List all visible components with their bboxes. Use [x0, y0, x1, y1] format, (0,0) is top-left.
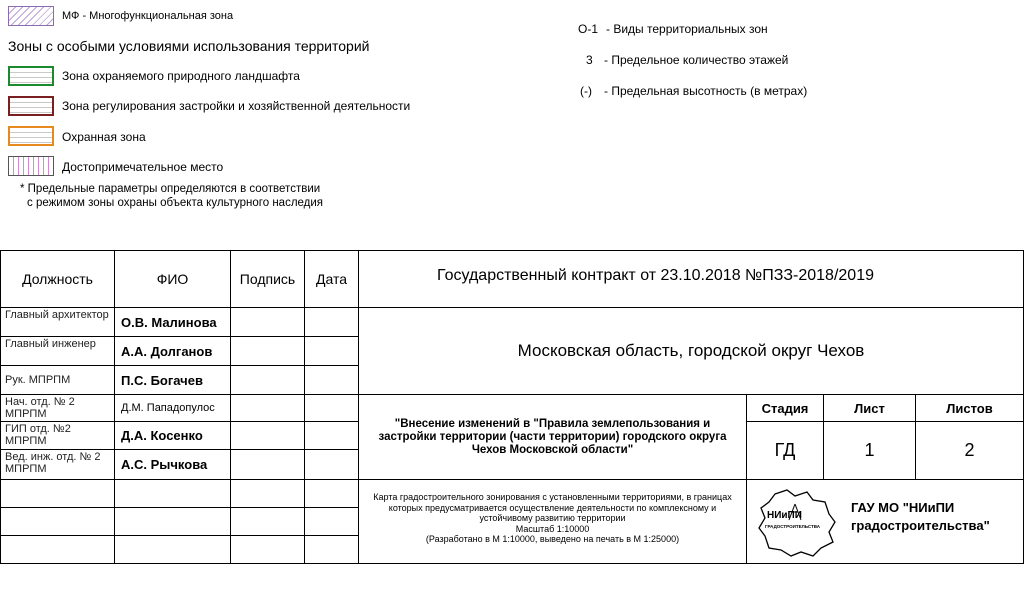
mf-label: МФ - Многофункциональная зона: [62, 10, 234, 22]
date-cell: [304, 365, 359, 395]
empty-cell: [0, 535, 115, 564]
position-cell: Рук. МПРПМ: [0, 365, 115, 395]
date-cell: [304, 421, 359, 450]
position-cell: Главный архитектор: [0, 307, 115, 337]
empty-cell: [114, 535, 231, 564]
position-cell: Нач. отд. № 2 МПРПМ: [0, 394, 115, 422]
brown-zone-swatch: [8, 96, 54, 116]
key-text-floors: - Предельное количество этажей: [604, 53, 789, 67]
logo-text: НИиПИ: [767, 510, 802, 521]
name-cell: Д.М. Пападопулос: [114, 394, 231, 422]
empty-cell: [304, 479, 359, 508]
org-name-line1: ГАУ МО "НИиПИ: [851, 500, 955, 515]
contract-title: Государственный контракт от 23.10.2018 №ПЗЗ-2018/2019: [358, 250, 1024, 308]
key-text-height: - Предельная высотность (в метрах): [604, 84, 808, 98]
signature-cell: [230, 394, 305, 422]
key-sym-floors: 3: [586, 53, 593, 67]
name-cell: А.А. Долганов: [114, 336, 231, 366]
sheet-value: 1: [823, 421, 916, 480]
signature-cell: [230, 365, 305, 395]
sheets-value: 2: [915, 421, 1024, 480]
stage-value: ГД: [746, 421, 824, 480]
header-date: Дата: [304, 250, 359, 308]
scale-note: (Разработано в М 1:10000, выведено на печать в М 1:25000): [425, 534, 680, 544]
name-cell: Д.А. Косенко: [114, 421, 231, 450]
signature-cell: [230, 421, 305, 450]
key-text-zone: - Виды территориальных зон: [606, 22, 768, 36]
position-cell: ГИП отд. №2 МПРПМ: [0, 421, 115, 450]
mf-swatch: [8, 6, 54, 26]
org-name-line2: градостроительства": [851, 518, 990, 533]
name-cell: А.С. Рычкова: [114, 449, 231, 480]
map-description-cell: [358, 479, 747, 564]
project-title: "Внесение изменений в "Правила землепользования и застройки территории (части территории) городского округа Чехов Московской области": [358, 394, 747, 480]
legend-item-landmark: Достопримечательное место: [62, 160, 224, 174]
position-cell: Вед. инж. отд. № 2 МПРПМ: [0, 449, 115, 480]
logo-subtext: ГРАДОСТРОИТЕЛЬСТВА: [765, 524, 821, 529]
sheet-label: Лист: [823, 394, 916, 422]
empty-cell: [0, 507, 115, 536]
empty-cell: [304, 507, 359, 536]
orange-zone-swatch: [8, 126, 54, 146]
note-line-1: * Предельные параметры определяются в соответствии: [20, 183, 321, 195]
special-zones-heading: Зоны с особыми условиями использования территорий: [8, 38, 370, 54]
empty-cell: [304, 535, 359, 564]
date-cell: [304, 307, 359, 337]
date-cell: [304, 336, 359, 366]
empty-cell: [230, 479, 305, 508]
title-block: [0, 250, 1024, 564]
empty-cell: [230, 507, 305, 536]
header-name: ФИО: [114, 250, 231, 308]
header-position: Должность: [0, 250, 115, 308]
name-cell: П.С. Богачев: [114, 365, 231, 395]
map-scale: Масштаб 1:10000: [515, 523, 590, 534]
pink-zone-swatch: [8, 156, 54, 176]
moscow-region-logo-icon: [755, 484, 839, 560]
legend-item-landscape: Зона охраняемого природного ландшафта: [62, 69, 300, 83]
key-sym-height: (-): [580, 84, 592, 98]
legend-item-protected: Охранная зона: [62, 130, 146, 144]
empty-cell: [0, 479, 115, 508]
region-title: Московская область, городской округ Чехов: [358, 307, 1024, 395]
key-sym-zone: О-1: [578, 22, 599, 36]
empty-cell: [230, 535, 305, 564]
legend-item-regulation: Зона регулирования застройки и хозяйственной деятельности: [62, 99, 411, 113]
date-cell: [304, 394, 359, 422]
green-zone-swatch: [8, 66, 54, 86]
stage-label: Стадия: [746, 394, 824, 422]
note-line-2: с режимом зоны охраны объекта культурного наследия: [27, 197, 324, 209]
empty-cell: [114, 507, 231, 536]
signature-cell: [230, 336, 305, 366]
map-description: Карта градостроительного зонирования с установленными территориями, в границах которых предусматривается осуществление деятельности по комплексному и устойчивому развитию территории: [373, 492, 732, 523]
signature-cell: [230, 449, 305, 480]
name-cell: О.В. Малинова: [114, 307, 231, 337]
signature-cell: [230, 307, 305, 337]
organization-cell: [746, 479, 1024, 564]
sheets-label: Листов: [915, 394, 1024, 422]
date-cell: [304, 449, 359, 480]
header-signature: Подпись: [230, 250, 305, 308]
empty-cell: [114, 479, 231, 508]
position-cell: Главный инженер: [0, 336, 115, 366]
